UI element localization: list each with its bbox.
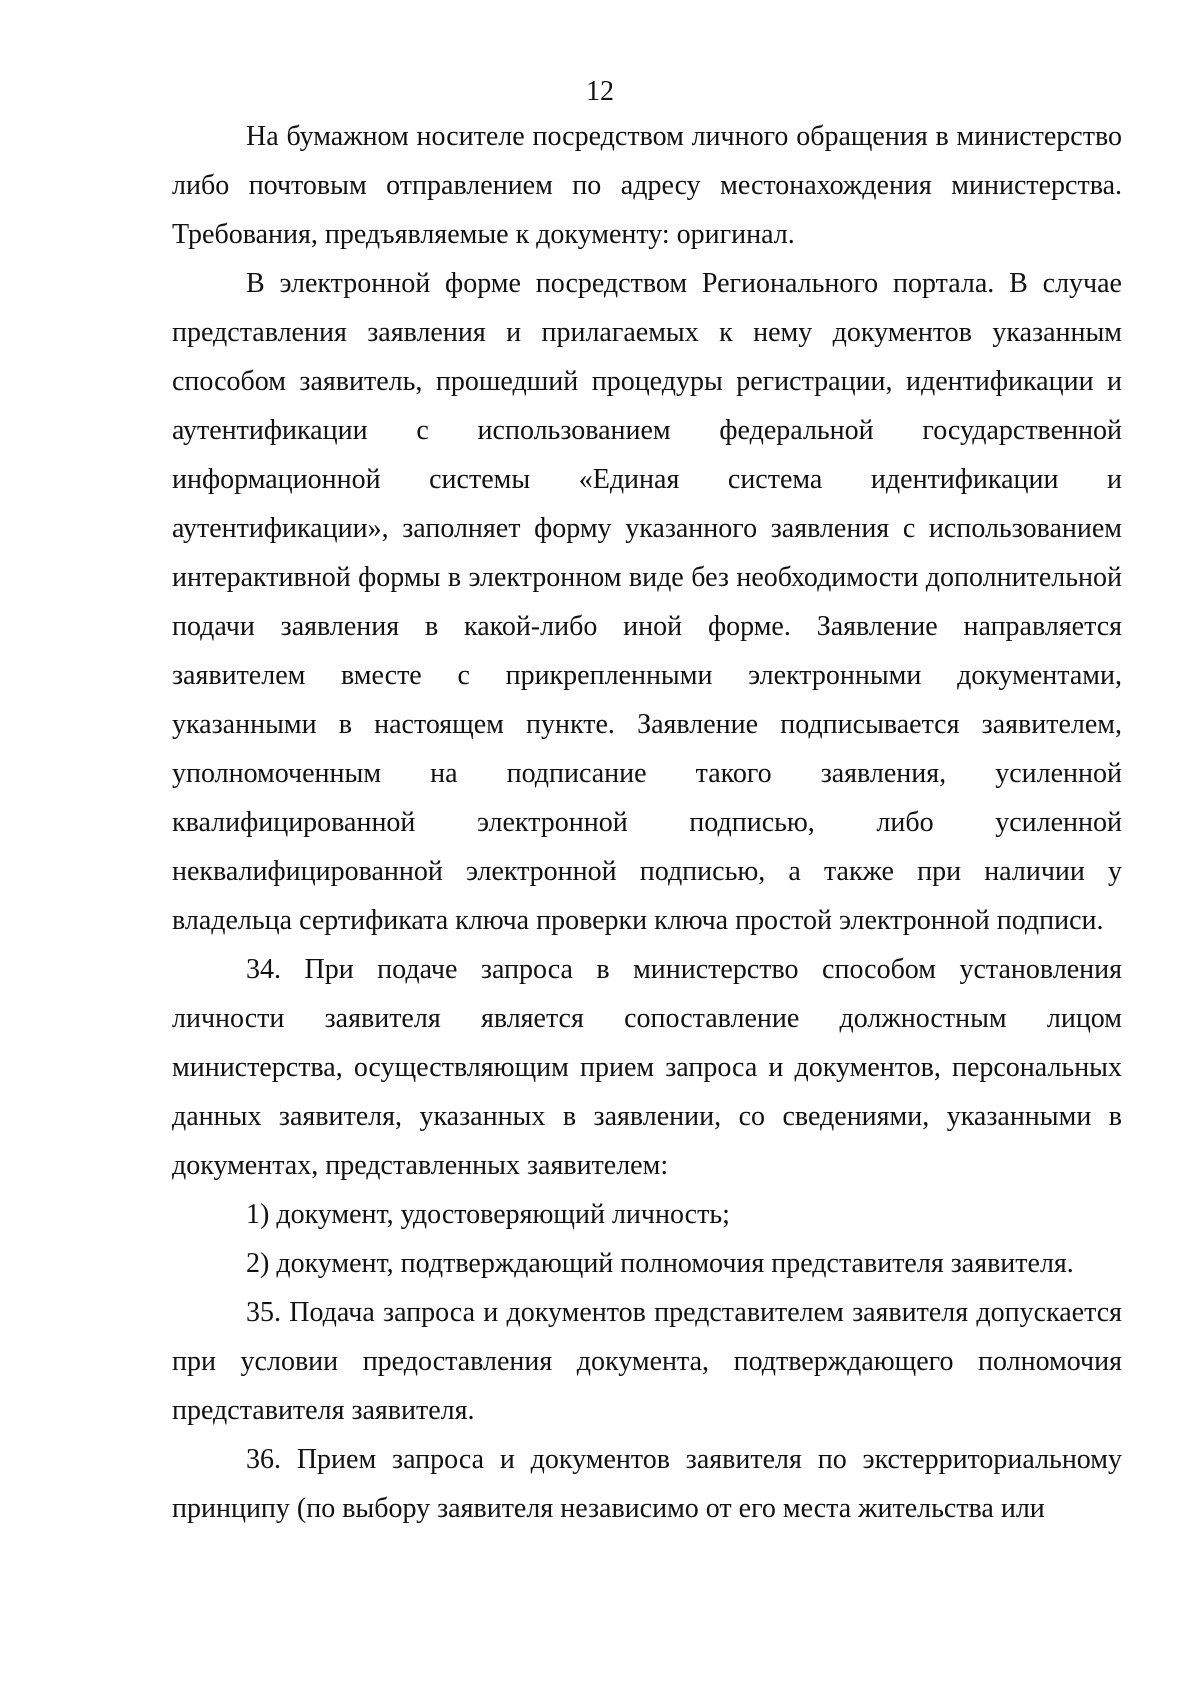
page-number: 12	[586, 76, 614, 107]
list-item-authority-document: 2) документ, подтверждающий полномочия представителя заявителя.	[246, 1248, 1074, 1279]
paragraph-item-34: 34. При подаче запроса в министерство способом установления личности заявителя является сопоставление должностным лицом министерства, осуществляющим прием запроса и документов, персональных данных заявителя, указанных в заявлении, со сведениями, указанными в документах, представленных заявителем:	[172, 954, 1122, 1181]
list-item-identity-document: 1) документ, удостоверяющий личность;	[246, 1199, 730, 1230]
paragraph-item-35: 35. Подача запроса и документов представителем заявителя допускается при условии предоставления документа, подтверждающего полномочия представителя заявителя.	[172, 1297, 1122, 1426]
paragraph-item-36: 36. Прием запроса и документов заявителя по экстерриториальному принципу (по выбору заявителя независимо от его места жительства или	[172, 1444, 1122, 1524]
paragraph-paper-submission: На бумажном носителе посредством личного обращения в министерство либо почтовым отправлением по адресу местонахождения министерства. Требования, предъявляемые к документу: оригинал.	[172, 121, 1122, 250]
document-body	[172, 112, 1122, 1533]
paragraph-electronic-submission: В электронной форме посредством Регионального портала. В случае представления заявления и прилагаемых к нему документов указанным способом заявитель, прошедший процедуры регистрации, идентификации и аутентификации с использованием федеральной государственной информационной системы «Единая система идентификации и аутентификации», заполняет форму указанного заявления с использованием интерактивной формы в электронном виде без необходимости дополнительной подачи заявления в какой-либо иной форме. Заявление направляется заявителем вместе с прикрепленными электронными документами, указанными в настоящем пункте. Заявление подписывается заявителем, уполномоченным на подписание такого заявления, усиленной квалифицированной электронной подписью, либо усиленной неквалифицированной электронной подписью, а также при наличии у владельца сертификата ключа проверки ключа простой электронной подписи.	[172, 268, 1122, 936]
